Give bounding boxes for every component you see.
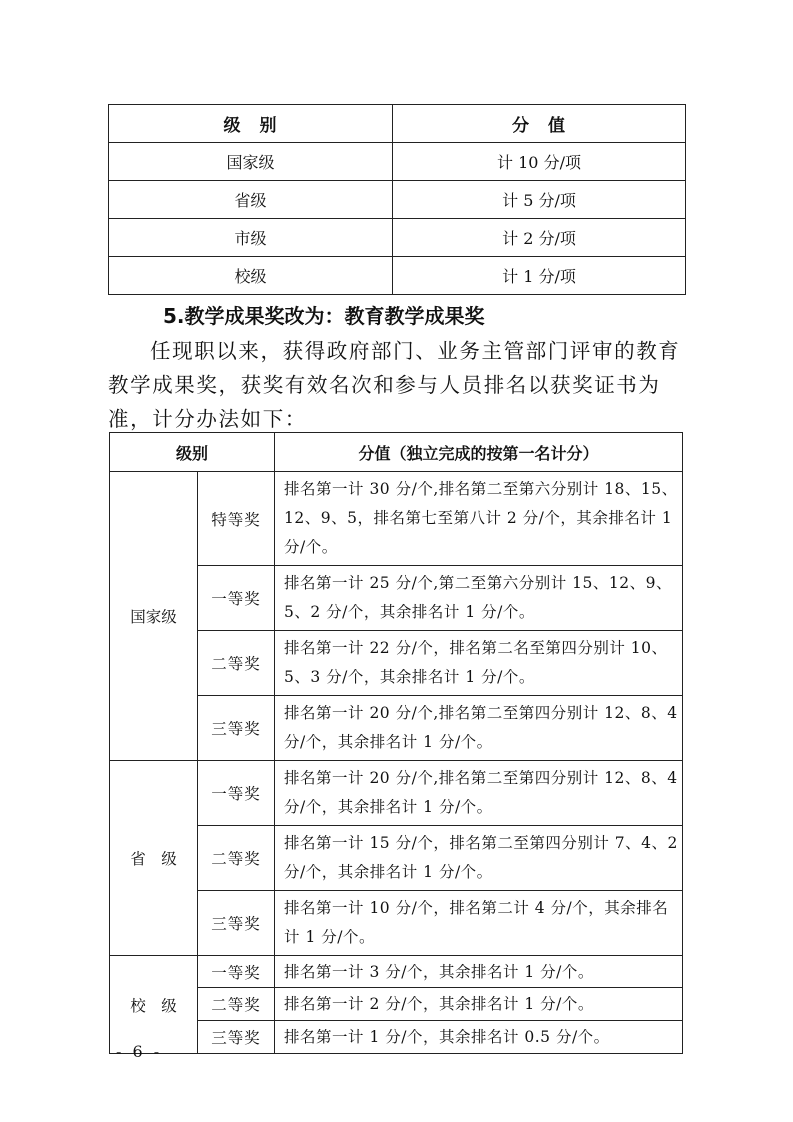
award-cell: 特等奖 <box>198 472 275 566</box>
table-row <box>109 143 686 181</box>
paragraph-line: 教学成果奖，获奖有效名次和参与人员排名以获奖证书为 <box>108 373 661 397</box>
award-cell: 二等奖 <box>198 826 275 891</box>
header-level: 级别 <box>110 433 275 472</box>
paragraph-line: 准，计分办法如下： <box>108 407 307 431</box>
desc-cell: 排名第一计 10 分/个，排名第二计 4 分/个，其余排名计 1 分/个。 <box>275 891 683 956</box>
score-cell: 计 2 分/项 <box>393 219 686 257</box>
table-row <box>109 181 686 219</box>
desc-cell: 排名第一计 22 分/个，排名第二名至第四分别计 10、5、3 分/个，其余排名计 1 分/个。 <box>275 631 683 696</box>
award-cell: 三等奖 <box>198 1021 275 1054</box>
level-cell: 省级 <box>109 181 393 219</box>
section-heading: 5.教学成果奖改为：教育教学成果奖 <box>163 304 485 328</box>
award-score-table <box>109 432 683 1054</box>
page-number: - 6 - <box>116 1042 163 1061</box>
table-row <box>109 257 686 295</box>
level-cell: 校级 <box>109 257 393 295</box>
desc-cell: 排名第一计 1 分/个，其余排名计 0.5 分/个。 <box>275 1021 683 1054</box>
award-cell: 二等奖 <box>198 631 275 696</box>
table-row <box>109 219 686 257</box>
intro-paragraph <box>108 334 688 436</box>
header-score: 分 值 <box>393 105 686 143</box>
level-cell: 市级 <box>109 219 393 257</box>
desc-cell: 排名第一计 3 分/个，其余排名计 1 分/个。 <box>275 956 683 988</box>
level-cell: 校 级 <box>110 956 198 1054</box>
award-cell: 一等奖 <box>198 956 275 988</box>
award-cell: 一等奖 <box>198 761 275 826</box>
desc-cell: 排名第一计 25 分/个,第二至第六分别计 15、12、9、5、2 分/个，其余排名计 1 分/个。 <box>275 566 683 631</box>
level-cell: 国家级 <box>110 472 198 761</box>
score-cell: 计 1 分/项 <box>393 257 686 295</box>
desc-cell: 排名第一计 2 分/个，其余排名计 1 分/个。 <box>275 988 683 1021</box>
header-level: 级 别 <box>109 105 393 143</box>
desc-cell: 排名第一计 20 分/个,排名第二至第四分别计 12、8、4 分/个，其余排名计 1 分/个。 <box>275 761 683 826</box>
award-cell: 二等奖 <box>198 988 275 1021</box>
desc-cell: 排名第一计 30 分/个,排名第二至第六分别计 18、15、12、9、5，排名第七至第八计 2 分/个，其余排名计 1 分/个。 <box>275 472 683 566</box>
award-cell: 一等奖 <box>198 566 275 631</box>
desc-cell: 排名第一计 20 分/个,排名第二至第四分别计 12、8、4 分/个，其余排名计 1 分/个。 <box>275 696 683 761</box>
award-cell: 三等奖 <box>198 696 275 761</box>
level-score-table <box>108 104 686 295</box>
header-score: 分值（独立完成的按第一名计分） <box>275 433 683 472</box>
desc-cell: 排名第一计 15 分/个，排名第二至第四分别计 7、4、2 分/个，其余排名计 1 分/个。 <box>275 826 683 891</box>
paragraph-line: 任现职以来，获得政府部门、业务主管部门评审的教育 <box>150 339 681 363</box>
award-cell: 三等奖 <box>198 891 275 956</box>
level-cell: 省 级 <box>110 761 198 956</box>
level-cell: 国家级 <box>109 143 393 181</box>
score-cell: 计 5 分/项 <box>393 181 686 219</box>
score-cell: 计 10 分/项 <box>393 143 686 181</box>
